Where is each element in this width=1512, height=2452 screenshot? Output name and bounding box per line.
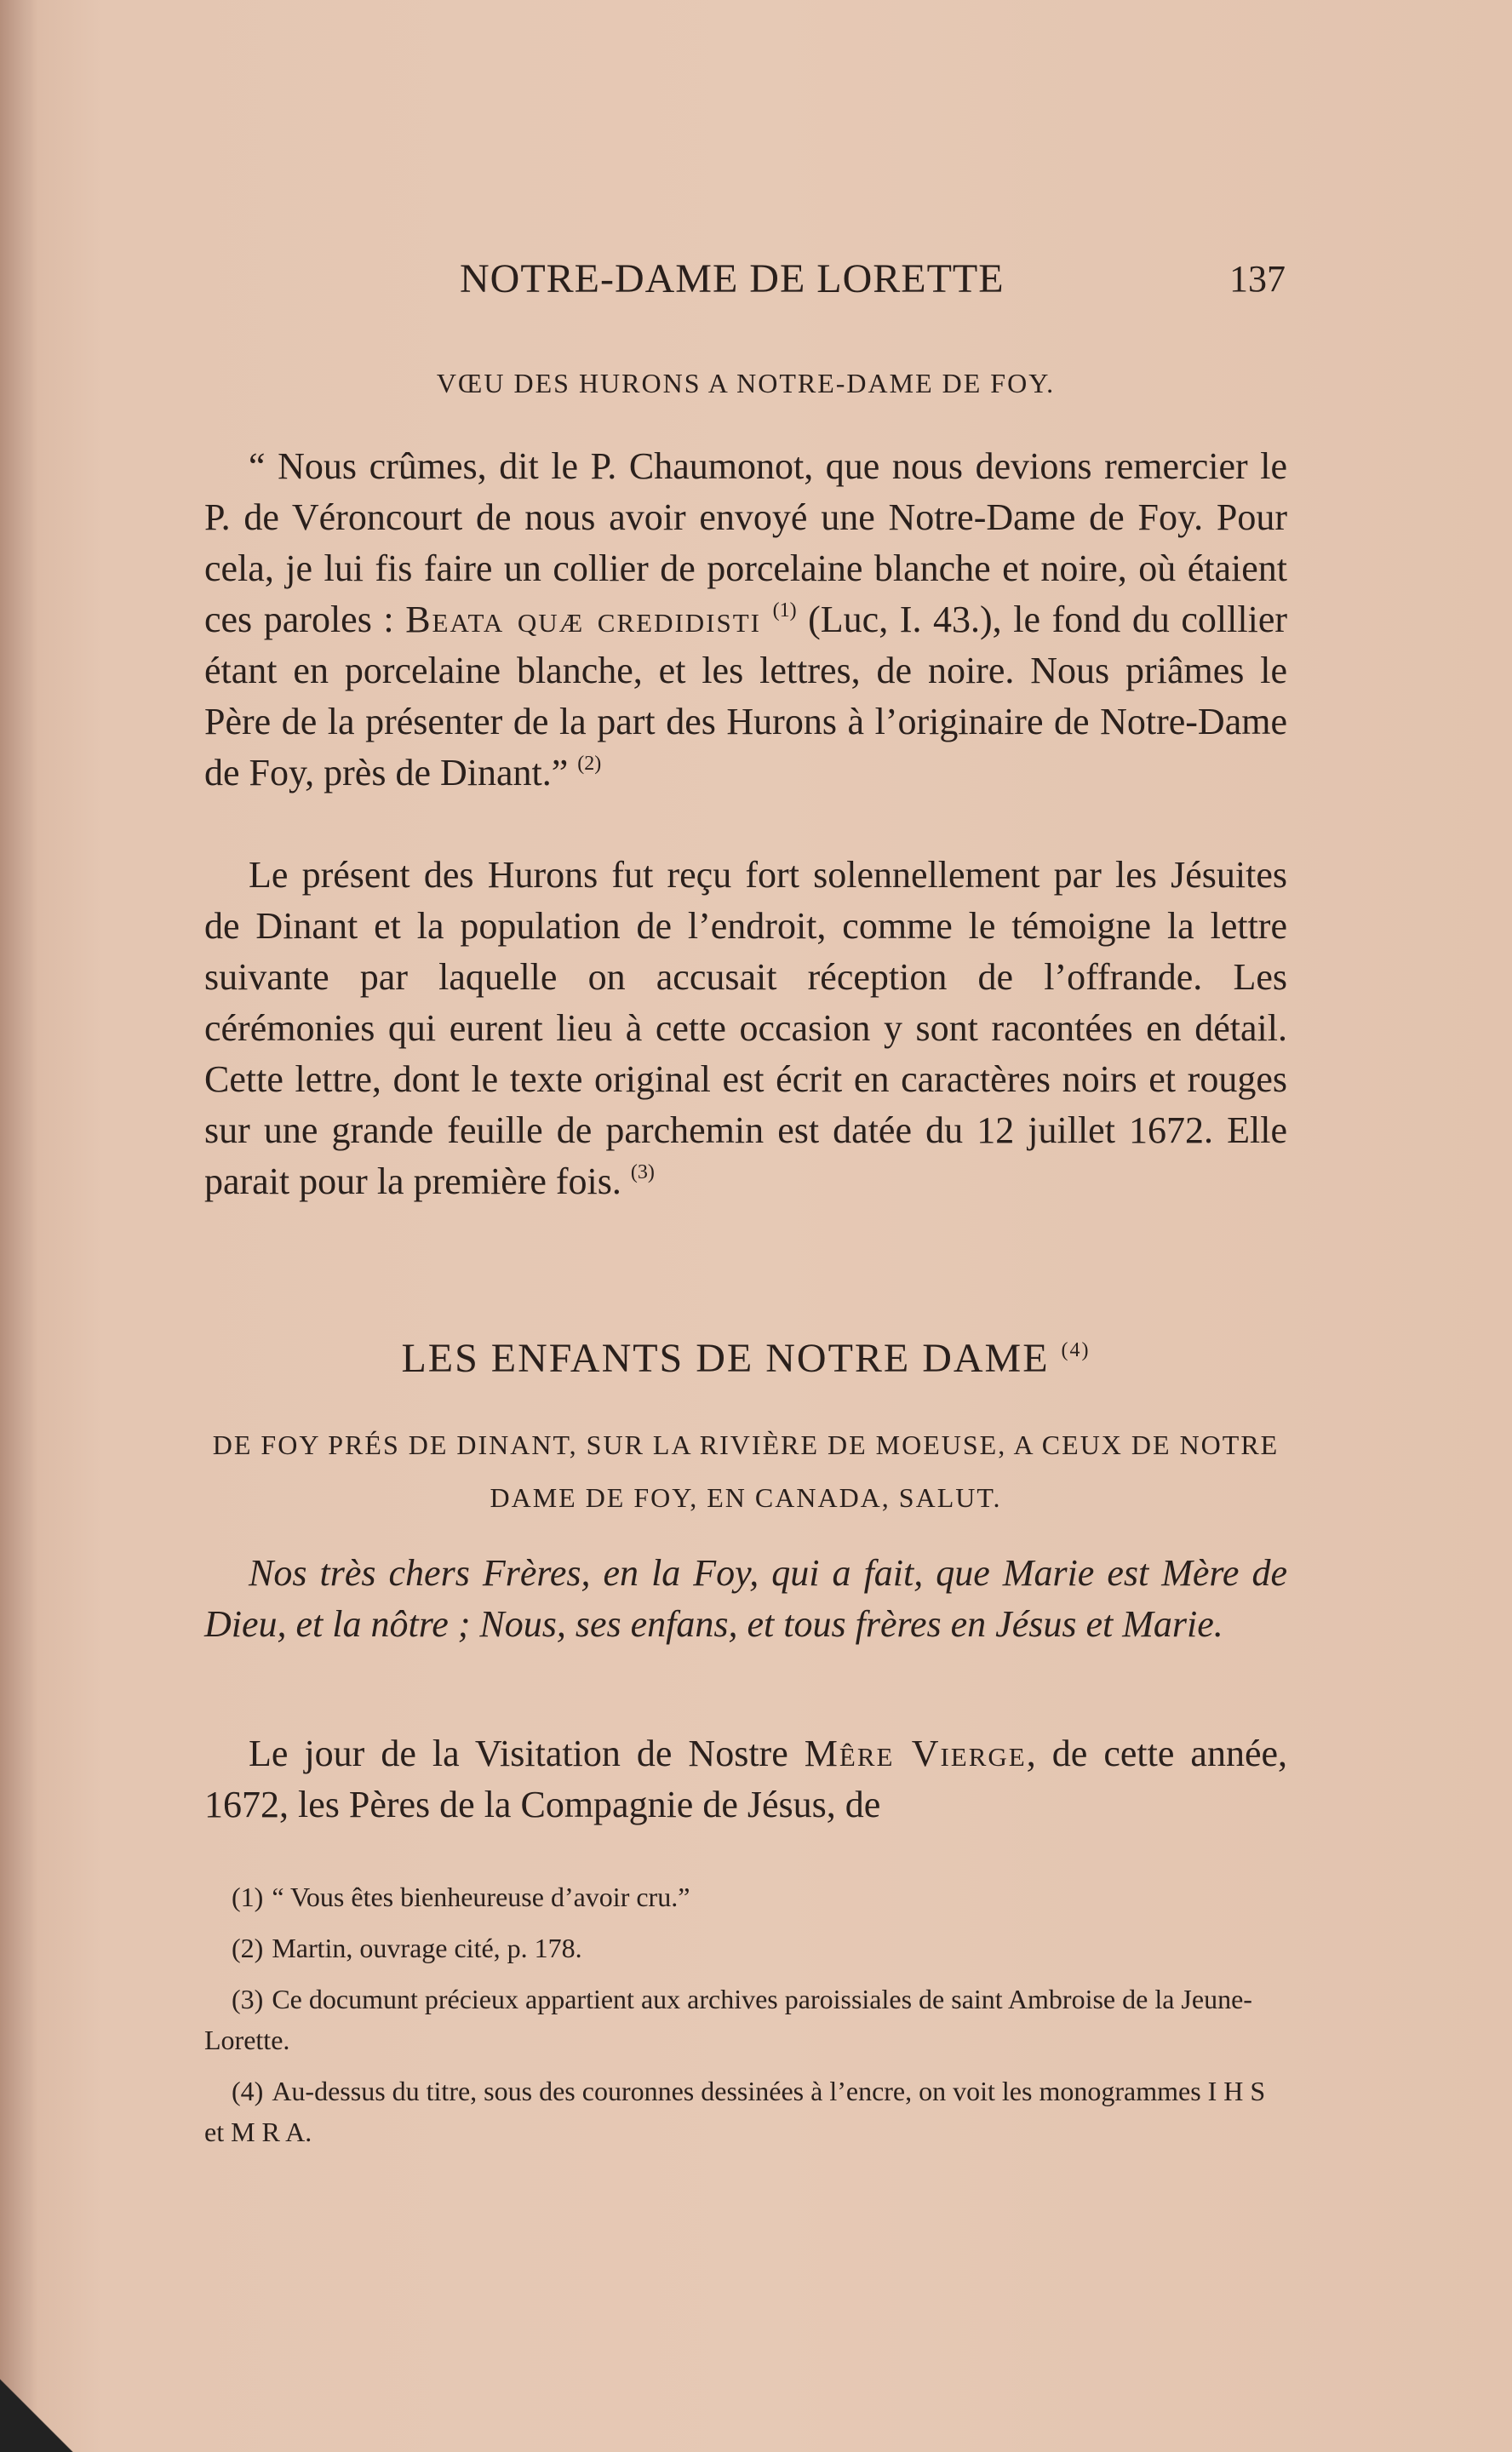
letter-salutation: Nos très chers Frères, en la Foy, qui a fait, que Marie est Mère de Dieu, et la nôtre ; Nous, ses enfans, et tous frères en Jésus et Marie. <box>204 1552 1287 1645</box>
letter-title <box>204 1335 1287 1382</box>
letter-subtitle: DE FOY PRÉS DE DINANT, SUR LA RIVIÈRE DE MOEUSE, A CEUX DE NOTRE DAME DE FOY, EN CANADA, SALUT. <box>212 1429 1280 1513</box>
footnote-ref-2: (2) <box>577 753 602 775</box>
running-title: NOTRE-DAME DE LORETTE <box>460 256 1005 301</box>
footnote-text: Ce documunt précieux appartient aux archives paroissiales de saint Ambroise de la Jeune-Lorette. <box>204 1984 1252 2055</box>
paragraph-visitation <box>204 1728 1287 1830</box>
footnote-number: (3) <box>232 1984 264 2014</box>
footnote-number: (4) <box>232 2076 264 2106</box>
footnote-2 <box>204 1928 1287 1968</box>
footnote-number: (1) <box>232 1882 264 1912</box>
section-heading: VŒU DES HURONS A NOTRE-DAME DE FOY. <box>436 368 1056 398</box>
letter-title-text: LES ENFANTS DE NOTRE DAME <box>401 1336 1050 1381</box>
footnotes <box>204 1876 1287 2163</box>
paragraph-text: Le présent des Hurons fut reçu fort solennellement par les Jésuites de Dinant et la population de l’endroit, comme le témoigne la lettre suivante par laquelle on accusait réception de l’offrande. Les cérémonies qui eurent lieu à cette occasion y sont racontées en détail. Cette lettre, dont le texte original est écrit en caractères noirs et rouges sur une grande feuille de parchemin est datée du 12 juillet 1672. Elle parait pour la première fois. <box>204 854 1287 1202</box>
footnote-ref-1: (1) <box>772 599 797 622</box>
footnote-text: “ Vous êtes bienheureuse d’avoir cru.” <box>272 1882 690 1912</box>
paragraph-chaumonot-quote <box>204 441 1287 799</box>
page-number: 137 <box>1229 258 1286 300</box>
footnote-number: (2) <box>232 1933 264 1963</box>
footnote-text: Au-dessus du titre, sous des couronnes dessinées à l’encre, on voit les monogrammes I H S et M R A. <box>204 2076 1266 2147</box>
footnote-3 <box>204 1979 1287 2060</box>
scan-corner-shadow <box>0 2350 102 2452</box>
footnote-1 <box>204 1876 1287 1917</box>
quote-opening-text: “ Nous crûmes, dit le P. Chaumonot, que nous devions remercier le P. de Véroncourt de nous avoir envoyé une Notre-Dame de Foy. Pour cela, je lui fis faire un collier de porcelaine blanche et noire, où étaient ces paroles : <box>204 445 1287 640</box>
footnote-ref-4: (4) <box>1061 1339 1091 1361</box>
visitation-end: , de cette année, 1672, les Pères de la Compagnie de Jésus, de <box>204 1733 1287 1825</box>
paragraph-present-des-hurons <box>204 850 1287 1207</box>
visitation-start: Le jour de la Visitation de Nostre <box>249 1733 805 1774</box>
mere-vierge-caps: Mêre Vierge <box>804 1733 1027 1774</box>
running-header <box>204 255 1286 306</box>
latin-phrase: Beata quæ credidisti <box>405 599 761 640</box>
footnote-4 <box>204 2071 1287 2152</box>
footnote-text: Martin, ouvrage cité, p. 178. <box>272 1933 582 1963</box>
footnote-ref-3: (3) <box>630 1161 655 1183</box>
page-spine-shadow <box>0 0 37 2452</box>
quote-middle-text: (Luc, I. 43.), le fond du colllier étant en porcelaine blanche, et les lettres, de noire. Nous priâmes le Père de la présenter de la part des Hurons à l’originaire de Notre-Dame de Foy, près de Dinant.” <box>204 599 1288 793</box>
